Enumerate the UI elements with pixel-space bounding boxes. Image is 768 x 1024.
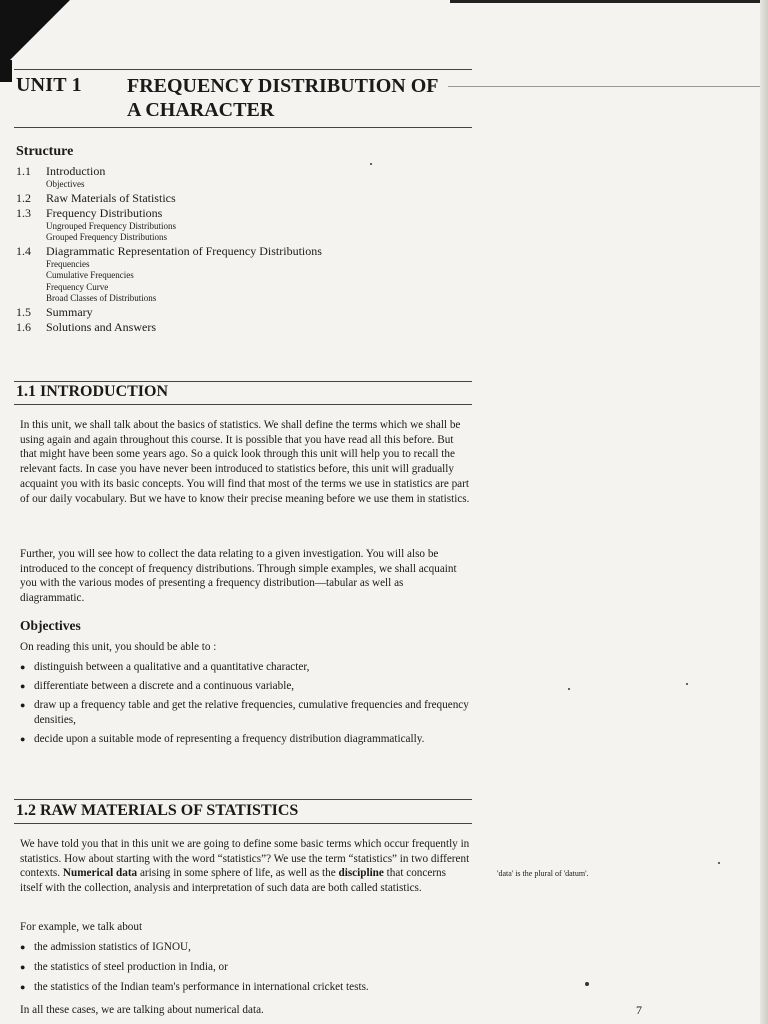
unit-bottom-rule: [14, 127, 472, 128]
table-of-contents: [16, 164, 456, 335]
toc-item-number: 1.1: [16, 164, 31, 178]
list-item: ● the admission statistics of IGNOU,: [20, 940, 472, 954]
raw-text-e: that concerns itself with the collection, analysis and interpretation of such data are both called statistics.: [20, 867, 447, 895]
unit-title-line2: A CHARACTER: [127, 99, 275, 121]
raw-closing: In all these cases, we are talking about numerical data.: [20, 1004, 264, 1016]
raw-text-a: We have told you that in this unit we are going to define some basic terms which occur frequently in statistics. How about starting with the word “statistics”? We use the term “statistics” in two different contexts.: [20, 838, 470, 880]
raw-bottom-rule: [14, 823, 472, 824]
toc-item: [16, 305, 456, 320]
raw-paragraph-1: [20, 837, 470, 896]
objectives-list: [20, 660, 472, 746]
toc-item-number: 1.4: [16, 243, 31, 258]
intro-paragraph-1: In this unit, we shall talk about the basics of statistics. We shall define the terms which we shall be using again and again throughout this course. It is possible that you have read all this before. But that might have been some years ago. So a quick look through this unit will help you to recall the relevant facts. In case you have never been introduced to statistics before, this unit will gradually acquaint you with its basic concepts. You will find that most of the terms we use in statistics are part of our daily vocabulary. But we have to know their precise meaning before we use them in statistics.: [20, 419, 470, 505]
scan-speck: [585, 982, 589, 986]
toc-item-label: Solutions and Answers: [46, 319, 157, 334]
intro-heading: 1.1 INTRODUCTION: [16, 383, 169, 400]
objectives-heading: Objectives: [20, 618, 81, 633]
unit-title: [127, 74, 487, 122]
scan-speck: [370, 163, 372, 165]
toc-item: [16, 320, 456, 335]
discipline-term: discipline: [338, 867, 384, 880]
toc-subitem: Grouped Frequency Distributions: [46, 232, 167, 242]
intro-top-rule: [14, 381, 472, 382]
examples-list: [20, 940, 472, 995]
toc-item-number: 1.2: [16, 190, 31, 205]
toc-subitem: Objectives: [46, 179, 85, 189]
list-item: ● the statistics of the Indian team's performance in international cricket tests.: [20, 980, 472, 994]
list-item: ● differentiate between a discrete and a continuous variable,: [20, 679, 472, 693]
toc-item-number: 1.5: [16, 304, 31, 319]
scan-speck: [686, 683, 688, 685]
raw-text-c: arising in some sphere of life, as well as the: [137, 867, 339, 880]
raw-heading: 1.2 RAW MATERIALS OF STATISTICS: [16, 802, 299, 819]
toc-item-number: 1.6: [16, 319, 31, 334]
unit-label: UNIT 1: [16, 74, 82, 96]
margin-note: 'data' is the plural of 'datum'.: [497, 869, 589, 878]
intro-paragraph-2: Further, you will see how to collect the data relating to a given investigation. You will also be introduced to the concept of frequency distributions. Through simple examples, we shall acquaint you with the various modes of presenting a frequency distribution—tabular as well as diagrammatic.: [20, 548, 457, 605]
toc-subitem: Frequencies: [46, 258, 90, 269]
scan-speck: [718, 862, 720, 864]
toc-item: [16, 164, 456, 179]
raw-top-rule: [14, 799, 472, 800]
structure-heading: Structure: [16, 144, 74, 159]
toc-item: [16, 191, 456, 206]
numerical-data-term: Numerical data: [62, 867, 138, 880]
toc-item-label: Summary: [46, 304, 93, 319]
unit-top-rule: [14, 69, 472, 70]
list-item: ● decide upon a suitable mode of representing a frequency distribution diagrammatically.: [20, 732, 472, 746]
toc-item-label: Frequency Distributions: [46, 205, 163, 220]
scan-speck: [568, 688, 570, 690]
toc-item: [16, 206, 456, 221]
toc-item-label: Introduction: [46, 164, 106, 178]
toc-subitem: Frequency Curve: [46, 281, 109, 292]
page-number: 7: [636, 1003, 642, 1017]
toc-item-label: Diagrammatic Representation of Frequency Distributions: [46, 243, 322, 258]
toc-item-number: 1.3: [16, 205, 31, 220]
list-item: ● draw up a frequency table and get the relative frequencies, cumulative frequencies and frequency densities,: [20, 698, 472, 726]
unit-title-line1: FREQUENCY DISTRIBUTION OF: [127, 75, 439, 97]
toc-item: [16, 244, 456, 259]
toc-subitem: Broad Classes of Distributions: [46, 293, 157, 303]
toc-item-label: Raw Materials of Statistics: [46, 190, 176, 205]
raw-paragraph-2: For example, we talk about: [20, 921, 143, 933]
list-item: ● distinguish between a qualitative and a quantitative character,: [20, 660, 472, 674]
objectives-lead: On reading this unit, you should be able to :: [20, 641, 217, 653]
list-item: ● the statistics of steel production in India, or: [20, 960, 472, 974]
intro-bottom-rule: [14, 404, 472, 405]
toc-subitem: Ungrouped Frequency Distributions: [46, 220, 176, 231]
toc-subitem: Cumulative Frequencies: [46, 270, 134, 280]
